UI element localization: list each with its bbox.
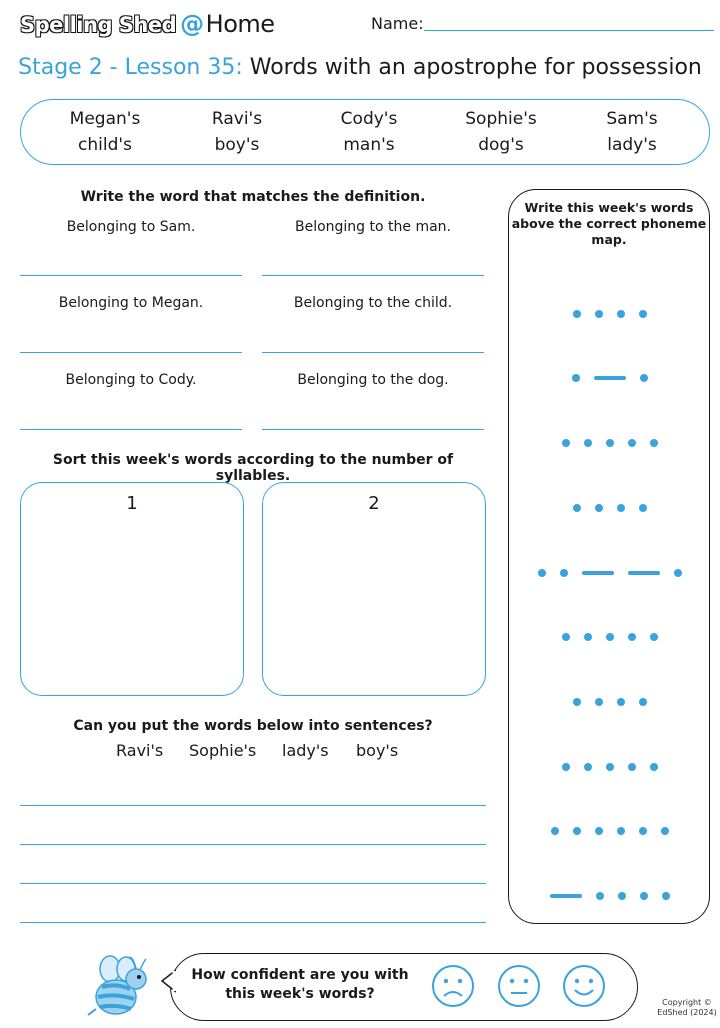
phoneme-dot [628,763,636,771]
phoneme-dash [594,376,626,380]
word: Megan's [69,109,141,129]
word-list-box [20,99,710,165]
phoneme-dot [584,439,592,447]
neutral-face-icon[interactable] [497,964,541,1008]
phoneme-dot [639,827,647,835]
phoneme-dash [582,571,614,575]
phoneme-dot [640,892,648,900]
word: child's [78,135,132,155]
phoneme-map [509,824,709,838]
sentence-line[interactable] [20,883,486,884]
sentence-word: boy's [356,741,399,760]
phoneme-dot [562,633,570,641]
sort-box-1-syllable[interactable] [20,482,244,696]
phoneme-map [509,436,709,450]
answer-line[interactable] [20,352,242,353]
phoneme-dot [551,827,559,835]
name-label: Name: [371,14,424,33]
word-column [182,106,292,158]
name-field-line[interactable] [424,30,714,31]
definition-label: Belonging to Cody. [65,372,197,388]
phoneme-dot [595,504,603,512]
word-column [446,106,556,158]
answer-line[interactable] [20,275,242,276]
phoneme-map [509,566,709,580]
confidence-question: How confident are you with this week's words? [191,967,409,1002]
sentence-word: Sophie's [189,741,257,760]
phoneme-dot [639,310,647,318]
phoneme-map [509,307,709,321]
at-symbol: @ [180,10,204,38]
phoneme-dot [617,827,625,835]
phoneme-dot [628,633,636,641]
sentence-word: Ravi's [116,741,164,760]
phoneme-dot [640,374,648,382]
definition-label: Belonging to the man. [294,219,451,235]
phoneme-dot [662,892,670,900]
answer-line[interactable] [262,275,484,276]
word: Ravi's [211,109,263,129]
phoneme-dot [606,633,614,641]
syllable-count: 1 [126,493,138,514]
word-column [577,106,687,158]
sentence-word: lady's [282,741,329,760]
phoneme-dot [573,827,581,835]
word: Sam's [606,109,658,129]
phoneme-dot [572,374,580,382]
phoneme-dot [639,504,647,512]
phoneme-dot [628,439,636,447]
word: lady's [607,135,657,155]
confidence-bubble [170,953,638,1021]
word: dog's [478,135,524,155]
definition-label: Belonging to the child. [293,295,453,311]
definition-label: Belonging to Megan. [58,295,204,311]
phoneme-dot [650,763,658,771]
answer-line[interactable] [20,429,242,430]
phoneme-dot [560,569,568,577]
phoneme-dot [595,827,603,835]
phoneme-dot [674,569,682,577]
definition-label: Belonging to the dog. [297,372,449,388]
phoneme-dot [595,310,603,318]
word: Sophie's [465,109,537,129]
phoneme-dot [617,698,625,706]
logo [20,10,275,38]
definition-label: Belonging to Sam. [66,219,196,235]
phoneme-dot [584,633,592,641]
sentence-line[interactable] [20,844,486,845]
word-column [314,106,424,158]
answer-line[interactable] [262,352,484,353]
happy-face-icon[interactable] [562,964,606,1008]
phoneme-dot [617,310,625,318]
phoneme-dot [573,310,581,318]
phoneme-dot [584,763,592,771]
sad-face-icon[interactable] [431,964,475,1008]
bee-icon [86,949,152,1023]
phoneme-dot [661,827,669,835]
word: Cody's [340,109,398,129]
phoneme-dot [650,439,658,447]
phoneme-map [509,630,709,644]
phoneme-dot [562,763,570,771]
syllable-count: 2 [368,493,380,514]
phoneme-dot [573,504,581,512]
phoneme-instruction: Write this week's words above the correct phoneme map. [511,200,707,247]
phoneme-dot [562,439,570,447]
phoneme-dash [628,571,660,575]
sentence-line[interactable] [20,922,486,923]
answer-line[interactable] [262,429,484,430]
brand-name: Spelling Shed [20,13,177,37]
lesson-label: Stage 2 - Lesson 35: [18,55,243,80]
phoneme-dot [538,569,546,577]
phoneme-dot [617,504,625,512]
home-label: Home [205,10,275,38]
phoneme-dot [573,698,581,706]
phoneme-dot [650,633,658,641]
sentences-instruction: Can you put the words below into sentences? [73,718,433,734]
phoneme-map [509,695,709,709]
word: boy's [214,135,260,155]
phoneme-dot [606,439,614,447]
sort-box-2-syllables[interactable] [262,482,486,696]
phoneme-dot [618,892,626,900]
lesson-topic: Words with an apostrophe for possession [249,55,702,80]
phoneme-dot [596,892,604,900]
phoneme-dot [639,698,647,706]
phoneme-dot [606,763,614,771]
phoneme-dash [550,894,582,898]
word-column [50,106,160,158]
phoneme-map [509,501,709,515]
phoneme-map [509,889,709,903]
bubble-tail-icon [160,968,176,994]
phoneme-map [509,760,709,774]
phoneme-dot [595,698,603,706]
definitions-instruction: Write the word that matches the definition. [80,189,426,205]
word: man's [343,135,395,155]
phoneme-map-panel [508,189,710,924]
page-title [0,55,720,80]
sentence-line[interactable] [20,805,486,806]
sort-instruction: Sort this week's words according to the number of syllables. [52,452,454,484]
phoneme-map [509,371,709,385]
copyright: Copyright © EdShed (2024) [657,998,717,1017]
